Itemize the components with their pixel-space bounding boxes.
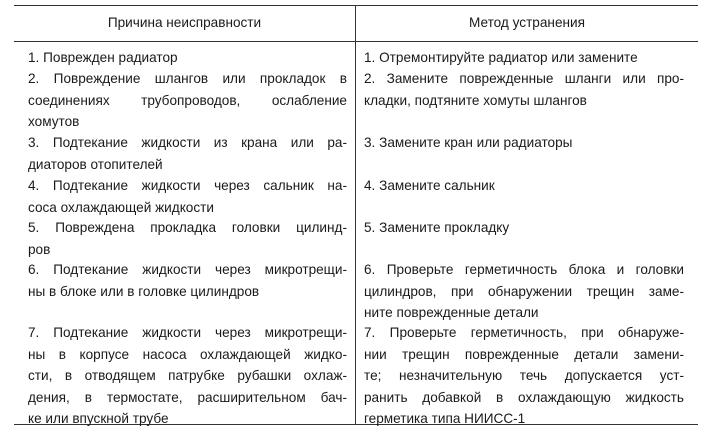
text-line: нии трещин поврежденные детали замени- [364, 346, 684, 362]
text-line: ны в блоке или в головке цилиндров [28, 283, 260, 299]
text-line: те; незначительную течь допускается уст- [364, 368, 684, 383]
text-line: 6. Проверьте герметичность блока и головки [364, 262, 684, 277]
text-line: диаторов отопителей [28, 156, 163, 172]
text-line: 5. Замените прокладку [364, 220, 510, 235]
row-3-fix [364, 132, 684, 154]
table-header-rule [14, 41, 698, 42]
text-line: 4. Подтекание жидкости через сальник на- [28, 178, 347, 193]
text-line: сти, в отводящем патрубке рубашки охлаж- [28, 368, 347, 383]
text-line: 1. Поврежден радиатор [28, 50, 178, 65]
text-line: 3. Замените кран или радиаторы [364, 135, 573, 150]
text-line: 1. Отремонтируйте радиатор или замените [364, 50, 638, 65]
header-cause: Причина неисправности [107, 15, 262, 30]
text-line: герметика типа НИИСС-1 [364, 411, 526, 426]
row-3-cause [28, 132, 347, 175]
row-1-fix [364, 47, 684, 69]
row-4-fix [364, 175, 684, 197]
text-line: 5. Повреждена прокладка головки цилинд- [28, 220, 347, 235]
text-line: ке или впускной трубе [28, 411, 169, 426]
row-7-fix [364, 322, 684, 430]
text-line: 2. Замените поврежденные шланги или про- [364, 71, 684, 86]
row-1-cause [28, 47, 347, 69]
row-2-fix [364, 68, 684, 111]
text-line: 3. Подтекание жидкости из крана или ра- [28, 135, 347, 150]
row-5-fix [364, 217, 684, 239]
text-line: 4. Замените сальник [364, 178, 495, 193]
text-line: ните поврежденные детали [364, 305, 539, 320]
text-line: ранить добавкой в охлаждающую жидкость [364, 389, 684, 405]
row-5-cause [28, 217, 347, 260]
text-line: ны в корпусе насоса охлаждающей жидко- [28, 346, 347, 362]
text-line: цилиндров, при обнаружении трещин заме- [364, 283, 684, 299]
column-divider [355, 6, 356, 424]
text-line: 2. Повреждение шлангов или прокладок в [28, 71, 347, 86]
text-line: ров [28, 241, 51, 257]
row-6-fix [364, 259, 684, 324]
text-line: соса охлаждающей жидкости [28, 199, 214, 215]
row-4-cause [28, 175, 347, 218]
text-line: дения, в термостате, расширительном бач- [28, 389, 347, 405]
text-line: 6. Подтекание жидкости через микротрещи- [28, 262, 347, 277]
text-line: хомутов [28, 114, 80, 129]
row-7-cause [28, 322, 347, 430]
text-line: 7. Проверьте герметичность, при обнаруже- [364, 325, 684, 340]
text-line: кладки, подтяните хомуты шлангов [364, 92, 587, 108]
header-fix: Метод устранения [469, 15, 585, 30]
table-top-rule [14, 5, 698, 6]
text-line: 7. Подтекание жидкости через микротрещи- [28, 325, 347, 340]
text-line: соединениях трубопроводов, ослабление [28, 92, 347, 108]
row-6-cause [28, 259, 347, 302]
row-2-cause [28, 68, 347, 133]
